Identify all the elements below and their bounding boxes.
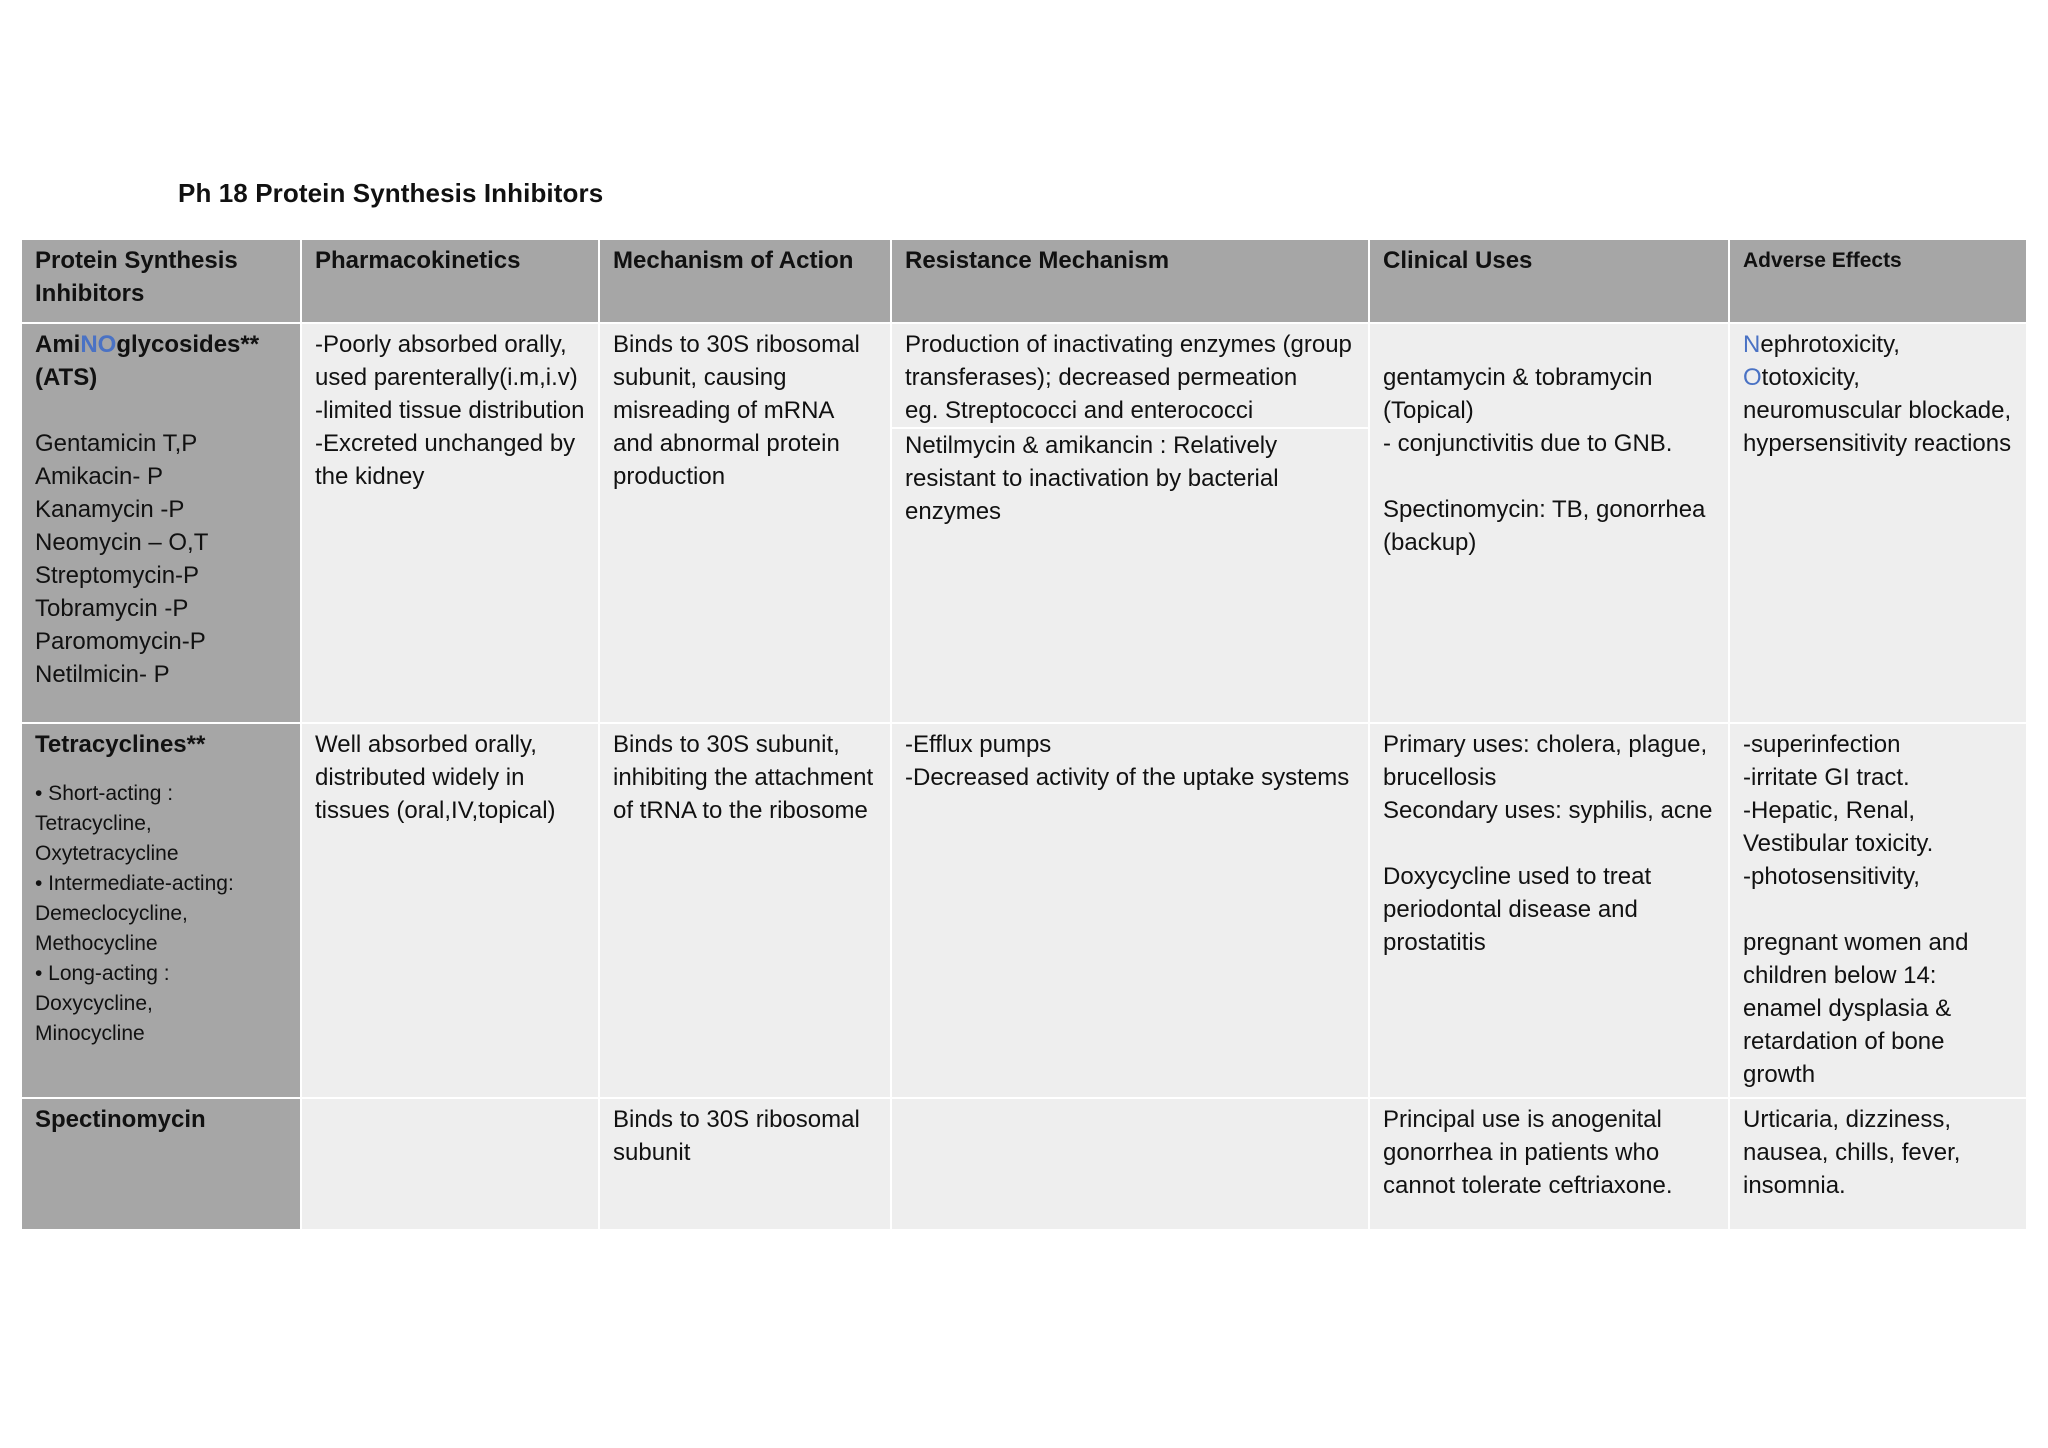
drug-cell-tetracyclines [21,723,301,1098]
header-drug: Protein Synthesis Inhibitors [21,239,301,323]
table-row-aminoglycosides [21,323,2027,723]
list-item: Paromomycin-P [35,628,206,655]
resistance-item: Production of inactivating enzymes (group transferases); decreased permeation [905,331,1352,391]
adverse-item: Nephrotoxicity, [1743,331,1900,358]
uses-cell-spectinomycin: Principal use is anogenital gonorrhea in patients who cannot tolerate ceftriaxone. [1369,1098,1729,1230]
adverse-item: -Hepatic, Renal, Vestibular toxicity. [1743,797,1934,857]
list-item: Amikacin- P [35,463,164,490]
adverse-item: -irritate GI tract. [1743,764,1910,791]
moa-cell-spectinomycin: Binds to 30S ribosomal subunit [599,1098,891,1230]
table-row-spectinomycin [21,1098,2027,1230]
inhibitors-table [20,238,2028,1231]
uses-item: gentamycin & tobramycin (Topical) [1383,364,1653,424]
adverse-cell-spectinomycin: Urticaria, dizziness, nausea, chills, fever, insomnia. [1729,1098,2027,1230]
list-item: Minocycline [35,1022,145,1045]
drug-name: AmiNOglycosides** [35,331,260,358]
list-item: Tobramycin -P [35,595,189,622]
header-mechanism: Mechanism of Action [599,239,891,323]
moa-cell-tetracyclines: Binds to 30S subunit, inhibiting the attachment of tRNA to the ribosome [599,723,891,1098]
list-item: Doxycycline, [35,992,153,1015]
list-item: Kanamycin -P [35,496,185,523]
resistance-subcell: Netilmycin & amikancin : Relatively resistant to inactivation by bacterial enzymes [892,427,1368,528]
list-item: Streptomycin-P [35,562,200,589]
drug-name: Spectinomycin [35,1106,206,1133]
pk-item: -Poorly absorbed orally, used parenterally(i.m,i.v) [315,331,578,391]
header-clinical-uses: Clinical Uses [1369,239,1729,323]
drug-name-sub: (ATS) [35,364,98,391]
adverse-item: -photosensitivity, [1743,863,1920,890]
drug-cell-aminoglycosides [21,323,301,723]
list-item: Tetracycline, [35,812,152,835]
header-adverse-effects: Adverse Effects [1729,239,2027,323]
list-item: Netilmicin- P [35,661,170,688]
resistance-item: -Decreased activity of the uptake systems [905,764,1350,791]
list-item: Oxytetracycline [35,842,179,865]
list-item: • Intermediate-acting: [35,872,234,895]
pk-item: -Excreted unchanged by the kidney [315,430,576,490]
adverse-item: -superinfection [1743,731,1901,758]
header-row [21,239,2027,323]
resistance-cell-spectinomycin [891,1098,1369,1230]
list-item: Methocycline [35,932,158,955]
uses-item: - conjunctivitis due to GNB. [1383,430,1673,457]
list-item: Gentamicin T,P [35,430,198,457]
resistance-cell-aminoglycosides [891,323,1369,723]
list-item: • Short-acting : [35,782,174,805]
pk-cell-spectinomycin [301,1098,599,1230]
header-pharmacokinetics: Pharmacokinetics [301,239,599,323]
uses-item: Doxycycline used to treat periodontal disease and prostatitis [1383,863,1652,956]
resistance-item: eg. Streptococci and enterococci [905,397,1254,424]
header-resistance: Resistance Mechanism [891,239,1369,323]
uses-item: Secondary uses: syphilis, acne [1383,797,1713,824]
page-title: Ph 18 Protein Synthesis Inhibitors [178,178,604,208]
moa-cell-aminoglycosides: Binds to 30S ribosomal subunit, causing misreading of mRNA and abnormal protein production [599,323,891,723]
pk-item: -limited tissue distribution [315,397,585,424]
uses-item: Spectinomycin: TB, gonorrhea (backup) [1383,496,1706,556]
resistance-cell-tetracyclines [891,723,1369,1098]
table-row-tetracyclines [21,723,2027,1098]
list-item: • Long-acting : [35,962,170,985]
adverse-cell-aminoglycosides [1729,323,2027,723]
list-item: Demeclocycline, [35,902,188,925]
adverse-cell-tetracyclines [1729,723,2027,1098]
pk-cell-tetracyclines: Well absorbed orally, distributed widely in tissues (oral,IV,topical) [301,723,599,1098]
resistance-item: -Efflux pumps [905,731,1052,758]
drug-cell-spectinomycin [21,1098,301,1230]
adverse-item: pregnant women and children below 14: enamel dysplasia & retardation of bone growth [1743,929,1969,1088]
list-item: Neomycin – O,T [35,529,209,556]
drug-name: Tetracyclines** [35,731,206,758]
uses-cell-tetracyclines [1369,723,1729,1098]
pk-cell-aminoglycosides [301,323,599,723]
adverse-item: Ototoxicity, [1743,364,1860,391]
adverse-item: neuromuscular blockade, hypersensitivity reactions [1743,397,2012,457]
uses-cell-aminoglycosides [1369,323,1729,723]
uses-item: Primary uses: cholera, plague, brucellosis [1383,731,1708,791]
drug-members [35,779,287,1049]
